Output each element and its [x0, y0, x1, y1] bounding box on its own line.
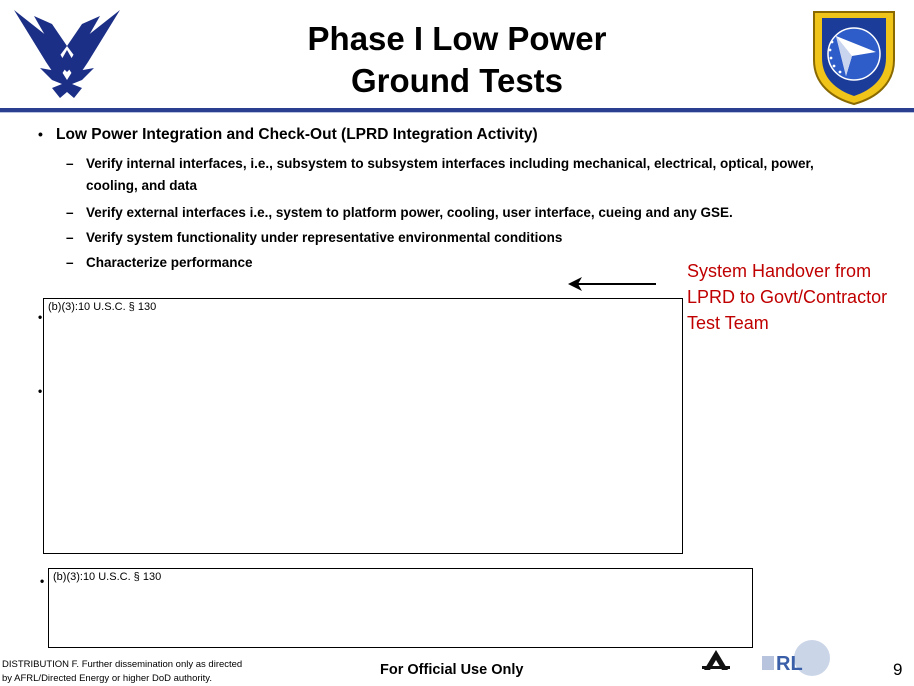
- bullet-icon: •: [38, 126, 43, 142]
- redaction-box: [43, 298, 683, 554]
- redaction-label: (b)(3):10 U.S.C. § 130: [48, 301, 157, 313]
- title-line-1: Phase I Low Power: [307, 20, 607, 57]
- bullet-icon: •: [38, 310, 43, 324]
- bullet-icon: •: [38, 384, 43, 398]
- dash-icon: –: [66, 205, 74, 220]
- main-bullet-text: Low Power Integration and Check-Out (LPRD Integration Activity): [56, 126, 538, 143]
- svg-text:RL: RL: [776, 653, 803, 675]
- page-number: 9: [893, 660, 903, 679]
- afrl-footer-logo-icon: [700, 636, 850, 682]
- sub-bullet-text: Verify external interfaces i.e., system to platform power, cooling, user interface, cueing and any GSE.: [86, 205, 733, 220]
- dash-icon: –: [66, 156, 74, 171]
- bullet-icon: •: [40, 574, 45, 588]
- dash-icon: –: [66, 230, 74, 245]
- distribution-line-1: DISTRIBUTION F. Further dissemination only as directed: [2, 659, 243, 670]
- afrl-shield-logo-icon: [806, 6, 902, 106]
- redaction-label: (b)(3):10 U.S.C. § 130: [53, 571, 162, 583]
- distribution-statement: [2, 658, 282, 686]
- title-line-2: Ground Tests: [350, 62, 564, 99]
- fouo-marking: For Official Use Only: [380, 662, 524, 678]
- sub-bullet-text: Characterize performance: [86, 255, 253, 270]
- sub-bullet-text: Verify internal interfaces, i.e., subsystem to subsystem interfaces including mechanical, electrical, optical, power, cooling, and data: [86, 156, 814, 193]
- left-arrow-icon: [568, 274, 658, 294]
- air-force-wings-logo-icon: [12, 6, 122, 104]
- sub-bullet-text: Verify system functionality under representative environmental conditions: [86, 230, 563, 245]
- slide-title: [250, 18, 664, 102]
- handover-annotation: System Handover from LPRD to Govt/Contractor Test Team: [687, 261, 888, 333]
- redaction-box: [48, 568, 753, 648]
- header-divider-shadow: [0, 112, 914, 113]
- distribution-line-2: by AFRL/Directed Energy or higher DoD authority.: [2, 673, 212, 684]
- dash-icon: –: [66, 255, 74, 270]
